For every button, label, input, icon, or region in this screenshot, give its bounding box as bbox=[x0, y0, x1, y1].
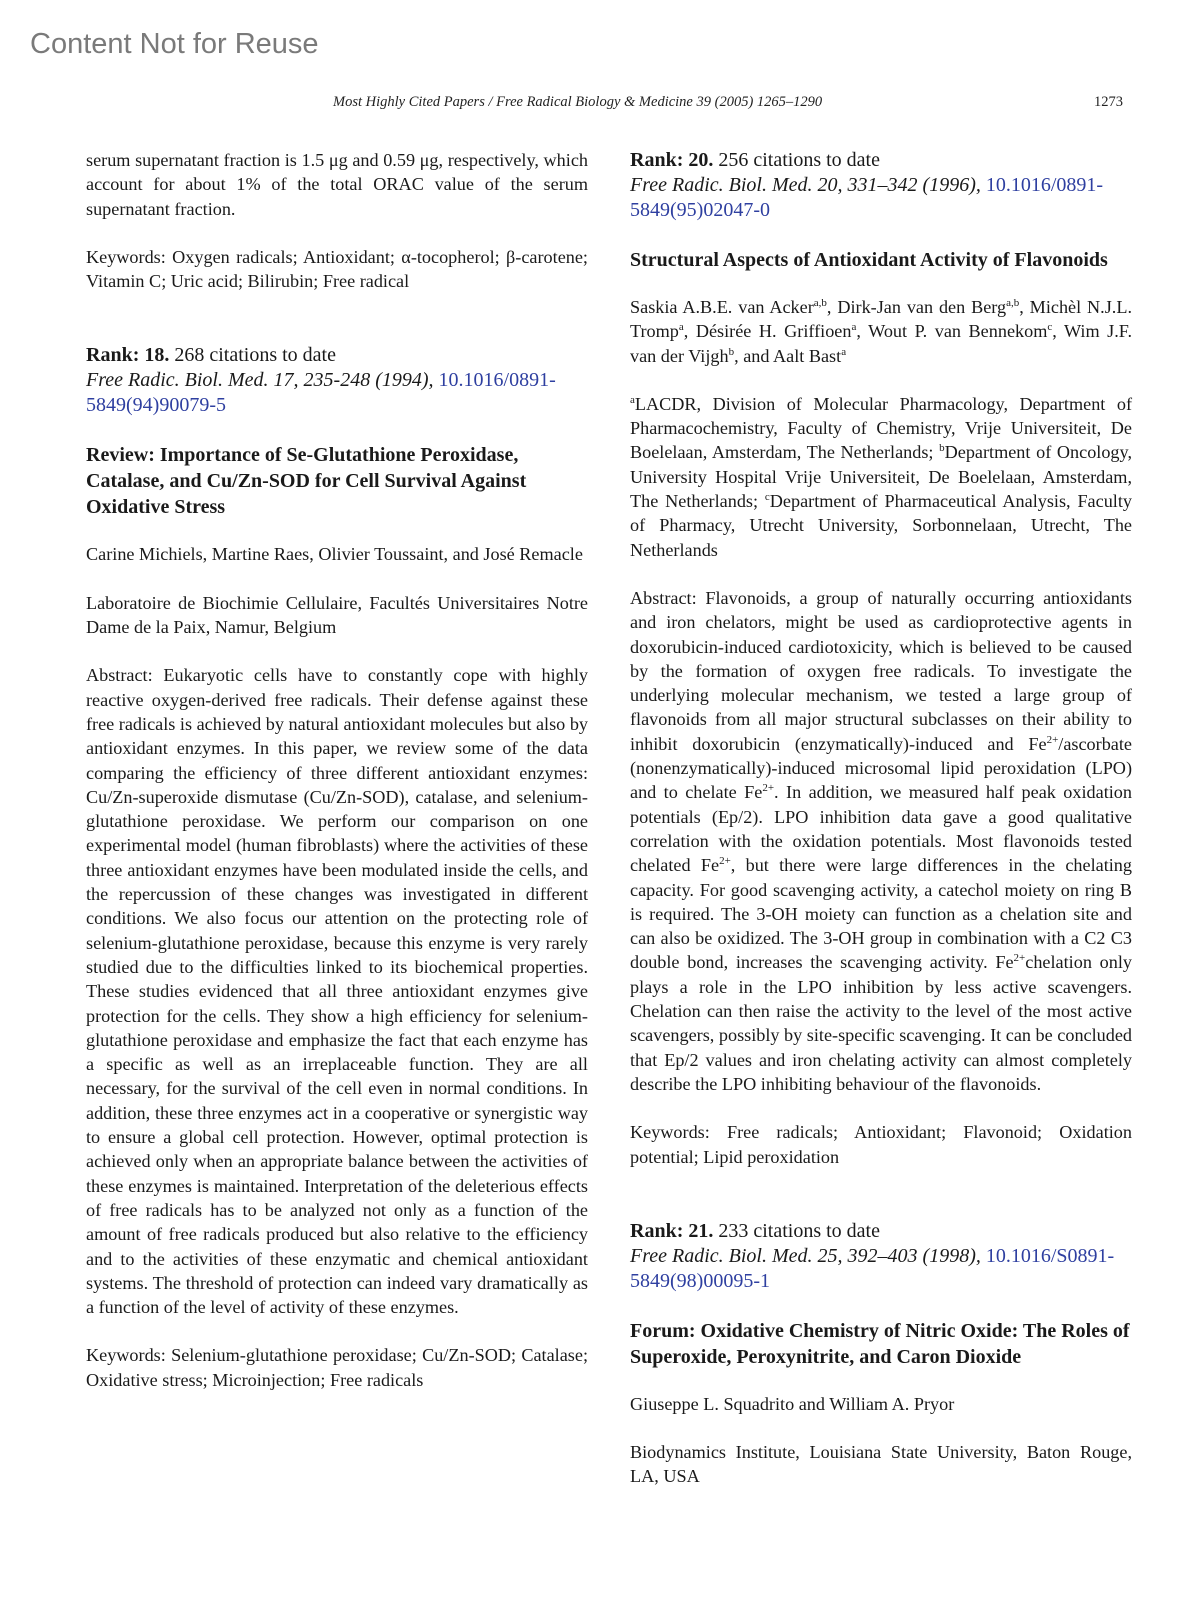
author-text: , Wout P. van Bennekom bbox=[856, 321, 1048, 342]
rank-heading bbox=[630, 1219, 1132, 1244]
affiliation bbox=[630, 392, 1132, 562]
rank-heading bbox=[86, 343, 588, 368]
continued-keywords: Keywords: Oxygen radicals; Antioxidant; α-tocopherol; β-carotene; Vitamin C; Uric acid; Bilirubin; Free radical bbox=[86, 246, 588, 292]
abstract-text: . In addition, we measured half peak oxidation potentials (Ep/2). LPO inhibition data gave a good qualitative correlation with the oxidation potentials. Most flavonoids tested chelated Fe bbox=[630, 782, 1132, 876]
authors bbox=[630, 295, 1132, 368]
citation-line bbox=[630, 1244, 1132, 1294]
keywords: Keywords: Selenium-glutathione peroxidase; Cu/Zn-SOD; Catalase; Oxidative stress; Microinjection; Free radicals bbox=[86, 1345, 588, 1390]
journal-reference: Free Radic. Biol. Med. 25, 392–403 (1998), bbox=[630, 1244, 981, 1267]
abstract-text: Abstract: Flavonoids, a group of naturally occurring antioxidants and iron chelators, might be used as cardioprotective agents in doxorubicin-induced cardiotoxicity, which is believed to be caused by the formation of oxygen free radicals. To investigate the underlying molecular mechanism, we tested a large group of flavonoids from all major structural subclasses on their ability to inhibit doxorubicin (enzymatically)-induced and Fe bbox=[630, 587, 1132, 754]
abstract bbox=[630, 586, 1132, 1096]
author-text: , Wim J.F. van der Vijgh bbox=[630, 321, 1132, 366]
continued-text: serum supernatant fraction is 1.5 μg and 0.59 μg, respectively, which account for about 1% of the total ORAC value of the serum supernatant fraction. bbox=[86, 150, 588, 219]
affil-mark: b bbox=[939, 442, 945, 455]
running-head bbox=[0, 94, 1200, 114]
abstract: Abstract: Eukaryotic cells have to constantly cope with highly reactive oxygen-derived free radicals. Their defense against these free radicals is achieved by natural antioxidant molecules but also by antioxidant enzymes. In this paper, we review some of the data comparing the efficiency of three different antioxidant enzymes: Cu/Zn-superoxide dismutase (Cu/Zn-SOD), catalase, and selenium-glutathione peroxidase. We perform our comparison on one experimental model (human fibroblasts) where the activities of these three antioxidant enzymes have been modulated inside the cells, and the repercussion of these changes was investigated in different conditions. We also focus our attention on the protecting role of selenium-glutathione peroxidase, because this enzyme is very rarely studied due to the difficulties linked to its biochemical properties. These studies evidenced that all three antioxidant enzymes give protection for the cells. They show a high efficiency for selenium-glutathione peroxidase and emphasize the fact that each enzyme has a specific as well as an irreplaceable function. They are all necessary, for the survival of the cell even in normal conditions. In addition, these three enzymes act in a cooperative or synergistic way to ensure a global cell protection. However, optimal protection is achieved only when an appropriate balance between the activities of these enzymes is maintained. Interpretation of the deleterious effects of free radicals has to be analyzed not only as a function of the amount of free radicals produced but also relative to the efficiency and to the activities of these enzymatic and chemical antioxidant systems. The threshold of protection can indeed vary dramatically as a function of the level of activity of these enzymes. bbox=[86, 665, 589, 1318]
affil-mark: a bbox=[678, 321, 684, 334]
rank-label: Rank: 18. bbox=[86, 344, 170, 367]
doi-link[interactable]: 10.1016/S0891-5849(98)00095-1 bbox=[630, 1244, 1115, 1292]
charge-superscript: 2+ bbox=[1046, 733, 1059, 746]
citation-count: 233 citations to date bbox=[718, 1219, 880, 1242]
abstract-text: /ascorbate (nonenzymatically)-induced microsomal lipid peroxidation (LPO) and to chelate Fe bbox=[630, 733, 1132, 803]
affil-mark: a,b bbox=[813, 296, 827, 309]
entry-rank-20 bbox=[630, 148, 1132, 1169]
doi-link[interactable]: 10.1016/0891-5849(94)90079-5 bbox=[86, 369, 556, 417]
journal-reference: Free Radic. Biol. Med. 20, 331–342 (1996), bbox=[630, 174, 981, 196]
affil-mark: a bbox=[630, 393, 635, 406]
author-text: , Michèl N.J.L. Tromp bbox=[630, 297, 1133, 342]
journal-reference: Free Radic. Biol. Med. 17, 235-248 (1994), bbox=[86, 369, 434, 392]
doi-link[interactable]: 10.1016/0891-5849(95)02047-0 bbox=[630, 174, 1104, 221]
abstract-text: , but there were large differences in the chelating capacity. For good scavenging activity, a catechol moiety on ring B is required. The 3-OH moiety can function as a chelation site and can also be oxidized. The 3-OH group in combination with a C2 C3 double bond, increases the scavenging activity. Fe bbox=[630, 855, 1132, 973]
charge-superscript: 2+ bbox=[719, 855, 731, 868]
rank-label: Rank: 20. bbox=[630, 149, 714, 171]
page-number: 1273 bbox=[1094, 94, 1123, 110]
affil-mark: a bbox=[841, 345, 847, 358]
article-title: Review: Importance of Se-Glutathione Peroxidase, Catalase, and Cu/Zn-SOD for Cell Survival Against Oxidative Stress bbox=[86, 444, 527, 519]
entry-rank-21 bbox=[630, 1219, 1132, 1489]
affil-mark: c bbox=[1047, 321, 1053, 334]
affil-mark: a,b bbox=[1006, 296, 1020, 309]
affil-text: Department of Pharmaceutical Analysis, Faculty of Pharmacy, Utrecht University, Sorbonnelaan, Utrecht, The Netherlands bbox=[630, 491, 1132, 560]
affiliation: Biodynamics Institute, Louisiana State University, Baton Rouge, LA, USA bbox=[630, 1442, 1132, 1487]
author-text: Saskia A.B.E. van Acker bbox=[630, 297, 814, 317]
affil-mark: b bbox=[728, 345, 735, 358]
watermark: Content Not for Reuse bbox=[30, 28, 319, 60]
citation-count: 256 citations to date bbox=[718, 149, 880, 171]
article-title: Forum: Oxidative Chemistry of Nitric Oxide: The Roles of Superoxide, Peroxynitrite, and Caron Dioxide bbox=[630, 1319, 1130, 1368]
left-column bbox=[86, 148, 588, 1392]
affil-text: Department of Oncology, University Hospital Vrije Universiteit, De Boelelaan, Amsterdam, The Netherlands; bbox=[630, 442, 1132, 512]
citation-line bbox=[86, 368, 588, 418]
author-text: , and Aalt Bast bbox=[734, 345, 842, 366]
charge-superscript: 2+ bbox=[1013, 952, 1026, 965]
abstract-text: chelation only plays a role in the LPO inhibition by less active scavengers. Chelation can then raise the activity to the level of the most active scavengers, possibly by site-specific scavenging. It can be concluded that Ep/2 values and iron chelating activity can almost completely describe the LPO inhibiting behaviour of the flavonoids. bbox=[630, 952, 1133, 1094]
authors: Giuseppe L. Squadrito and William A. Pryor bbox=[630, 1393, 955, 1414]
affil-text: LACDR, Division of Molecular Pharmacology, Department of Pharmacochemistry, Faculty of Chemistry, Vrije Universiteit, De Boelelaan, Amsterdam, The Netherlands; bbox=[630, 393, 1132, 463]
affil-mark: c bbox=[764, 491, 770, 504]
right-column bbox=[630, 148, 1132, 1489]
authors: Carine Michiels, Martine Raes, Olivier Toussaint, and José Remacle bbox=[86, 544, 583, 565]
citation-line bbox=[630, 173, 1132, 223]
affil-mark: a bbox=[851, 321, 857, 334]
rank-heading bbox=[630, 148, 1132, 173]
author-text: , Désirée H. Griffioen bbox=[683, 321, 852, 342]
keywords: Keywords: Free radicals; Antioxidant; Flavonoid; Oxidation potential; Lipid peroxidation bbox=[630, 1122, 1132, 1167]
article-title: Structural Aspects of Antioxidant Activity of Flavonoids bbox=[630, 249, 1108, 271]
charge-superscript: 2+ bbox=[762, 782, 775, 795]
citation-count: 268 citations to date bbox=[174, 344, 336, 367]
rank-label: Rank: 21. bbox=[630, 1219, 714, 1242]
entry-rank-18 bbox=[86, 343, 588, 1392]
author-text: , Dirk-Jan van den Berg bbox=[826, 297, 1007, 317]
affiliation: Laboratoire de Biochimie Cellulaire, Facultés Universitaires Notre Dame de la Paix, Namur, Belgium bbox=[86, 592, 588, 638]
running-title: Most Highly Cited Papers / Free Radical Biology & Medicine 39 (2005) 1265–1290 bbox=[333, 94, 823, 110]
